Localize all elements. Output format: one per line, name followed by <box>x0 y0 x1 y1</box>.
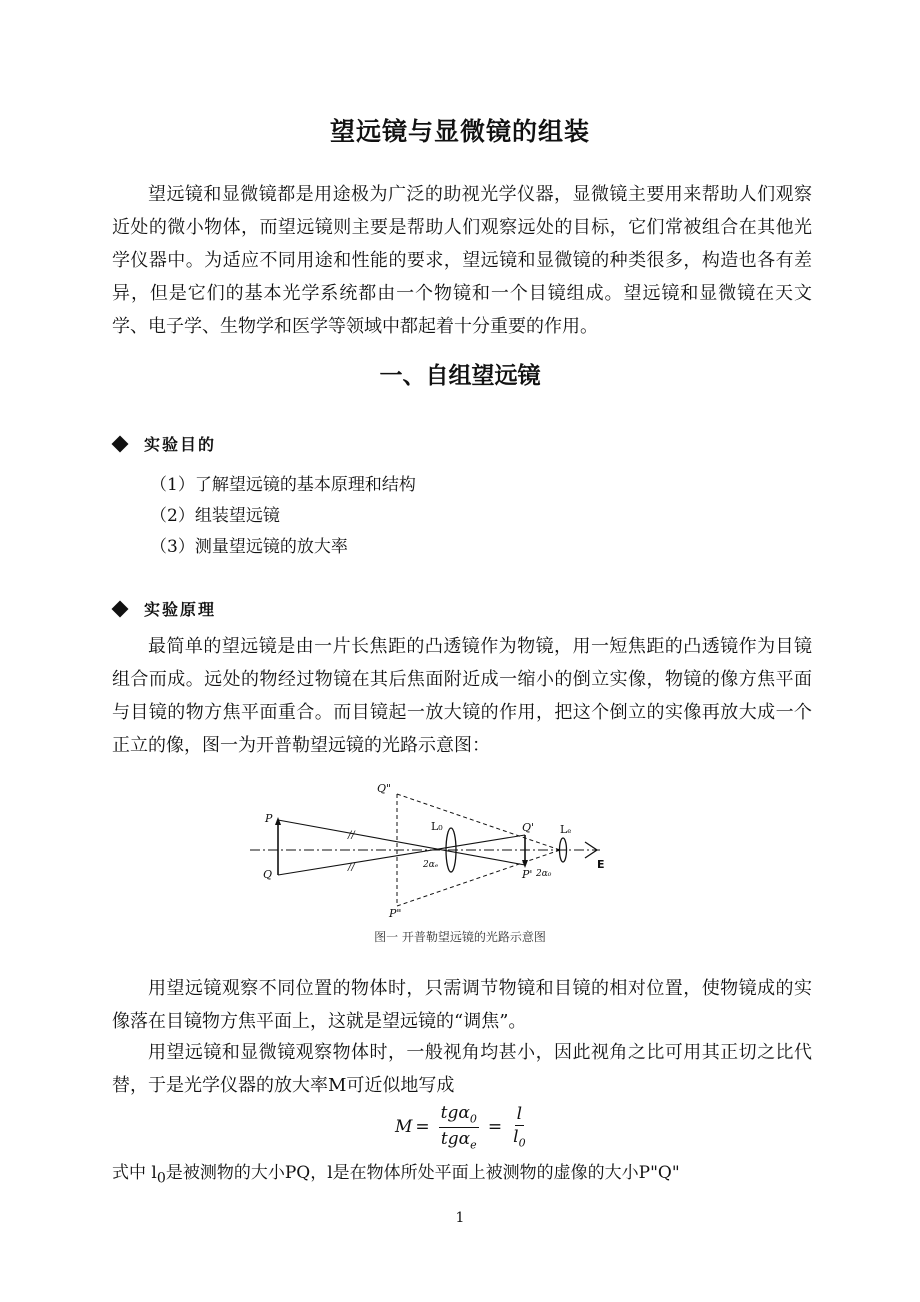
formula-note-start: 式中 l <box>112 1163 157 1183</box>
label-alpha-e: 2αₑ <box>423 860 439 870</box>
list-item: （1）了解望远镜的基本原理和结构 <box>150 475 416 495</box>
formula-equals-2: = <box>487 1117 503 1137</box>
formula-explanation <box>112 1158 680 1193</box>
principle-heading-text: 实验原理 <box>144 600 217 619</box>
size-num: l <box>516 1104 523 1125</box>
principle-paragraph: 最简单的望远镜是由一片长焦距的凸透镜作为物镜，用一短焦距的凸透镜作为目镜组合而成。远处的物经过物镜在其后焦面附近成一缩小的倒立实像，物镜的像方焦平面与目镜的物方焦平面重合。而目镜起一放大镜的作用，把这个倒立的实像再放大成一个正立的像，图一为开普勒望远镜的光路示意图： <box>112 636 812 756</box>
size-den-sub: 0 <box>518 1136 526 1150</box>
tangent-ratio <box>439 1103 479 1151</box>
label-p-real: P' <box>522 868 533 881</box>
page-number: 1 <box>455 1210 465 1226</box>
diamond-bullet-icon <box>112 435 129 452</box>
object-arrowhead <box>275 817 281 825</box>
ray-from-p <box>278 820 525 865</box>
kepler-telescope-diagram <box>245 780 615 920</box>
figure-caption: 图一 开普勒望远镜的光路示意图 <box>374 930 546 944</box>
tangent-num-sub: 0 <box>469 1112 477 1126</box>
label-q: Q <box>263 868 273 881</box>
label-q-virtual: Q" <box>377 782 392 795</box>
ray-from-q <box>278 835 525 875</box>
break-mark-top: // <box>348 830 355 841</box>
magnification-formula <box>395 1097 534 1157</box>
aim-heading-text: 实验目的 <box>144 435 217 454</box>
label-eye: E <box>597 858 605 871</box>
intro-paragraph: 望远镜和显微镜都是用途极为广泛的助视光学仪器，显微镜主要用来帮助人们观察近处的微小物体，而望远镜则主要是帮助人们观察远处的目标，它们常被组合在其他光学仪器中。为适应不同用途和性能的要求，望远镜和显微镜的种类很多，构造也各有差异，但是它们的基本光学系统都由一个物镜和一个目镜组成。望远镜和显微镜在天文学、电子学、生物学和医学等领域中都起着十分重要的作用。 <box>112 184 812 337</box>
aim-heading <box>112 432 216 455</box>
formula-note-end: 是被测物的大小PQ，l是在物体所处平面上被测物的虚像的大小P"Q" <box>165 1163 680 1183</box>
principle-heading <box>112 597 216 620</box>
section-title: 一、自组望远镜 <box>379 363 541 389</box>
list-item: （3）测量望远镜的放大率 <box>150 537 348 557</box>
label-eyepiece: Lₑ <box>560 823 572 836</box>
focus-paragraph: 用望远镜观察不同位置的物体时，只需调节物镜和目镜的相对位置，使物镜成的实像落在目镜物方焦平面上，这就是望远镜的“调焦”。 <box>112 978 812 1032</box>
tangent-num: tgα <box>440 1103 470 1124</box>
aim-list <box>150 470 416 563</box>
formula-note-sub: 0 <box>156 1170 166 1187</box>
label-alpha-0: 2α₀ <box>536 869 552 879</box>
document-title: 望远镜与显微镜的组装 <box>329 117 590 146</box>
size-ratio <box>511 1104 527 1149</box>
label-q-real: Q' <box>522 821 535 834</box>
label-objective: L₀ <box>431 820 443 833</box>
formula-equals: = <box>415 1117 430 1137</box>
real-image-arrowhead <box>522 860 528 868</box>
list-item: （2）组装望远镜 <box>150 506 280 526</box>
diamond-bullet-icon <box>112 600 129 617</box>
tangent-den: tgα <box>440 1128 471 1149</box>
formula-lhs: M <box>395 1117 413 1137</box>
tangent-den-sub: e <box>470 1137 477 1151</box>
label-p: P <box>265 812 273 825</box>
approx-paragraph: 用望远镜和显微镜观察物体时，一般视角均甚小，因此视角之比可用其正切之比代替，于是光学仪器的放大率M可近似地写成 <box>112 1042 812 1096</box>
size-den: l <box>513 1127 519 1148</box>
label-p-virtual: P" <box>389 907 402 920</box>
break-mark-bottom: // <box>348 862 355 873</box>
virtual-ray-top <box>397 794 560 850</box>
